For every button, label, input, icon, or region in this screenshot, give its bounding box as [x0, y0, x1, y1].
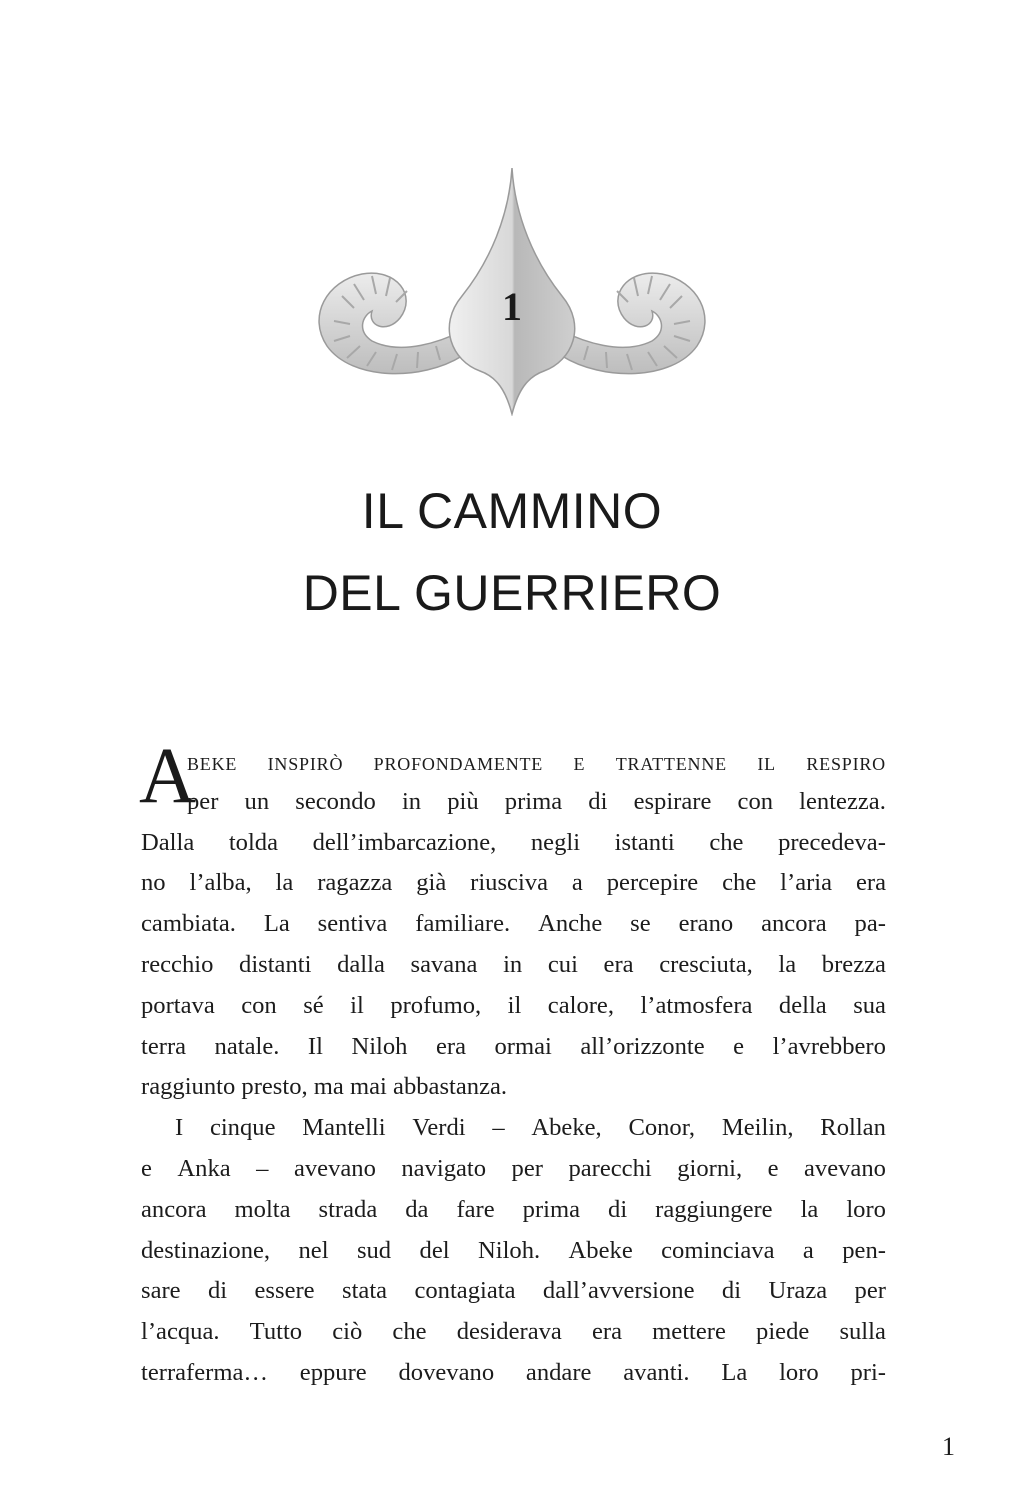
- word: I: [175, 1114, 184, 1142]
- word: essere: [254, 1277, 315, 1305]
- word: un: [244, 787, 270, 815]
- word: la: [778, 950, 797, 978]
- word: natale.: [214, 1032, 280, 1060]
- word: la: [800, 1195, 819, 1223]
- word: l’atmosfera: [640, 991, 753, 1019]
- word: di: [721, 1277, 742, 1305]
- word: espirare: [633, 787, 712, 815]
- word: più: [447, 787, 479, 815]
- word: per: [511, 1154, 543, 1182]
- word: era: [855, 869, 886, 897]
- word: avevano: [293, 1154, 376, 1182]
- word: loro: [846, 1195, 886, 1223]
- word: Dalla: [141, 828, 195, 856]
- smallcaps-word: IL: [757, 754, 776, 774]
- word: a: [571, 869, 583, 897]
- smallcaps-word: BEKE: [187, 754, 238, 774]
- chapter-title: [0, 470, 1024, 634]
- word: pa-: [854, 910, 886, 938]
- word: recchio: [141, 950, 214, 978]
- chapter-title-line-2: DEL GUERRIERO: [302, 565, 722, 621]
- word: l’acqua.: [141, 1318, 220, 1346]
- word: no: [141, 869, 166, 897]
- word: parecchi: [568, 1154, 652, 1182]
- word: che: [722, 869, 757, 897]
- text-line: [141, 863, 886, 904]
- text-line: raggiunto presto, ma mai abbastanza.: [141, 1073, 508, 1101]
- word: cresciuta,: [659, 950, 753, 978]
- word: prima: [522, 1195, 581, 1223]
- word: che: [709, 828, 744, 856]
- word: Anka: [177, 1154, 231, 1182]
- word: precedeva-: [778, 828, 886, 856]
- word: era: [591, 1318, 623, 1346]
- word: –: [256, 1154, 269, 1182]
- word: in: [503, 950, 523, 978]
- page-number: 1: [942, 1432, 955, 1461]
- word: navigato: [401, 1154, 487, 1182]
- word: pen-: [842, 1236, 886, 1264]
- word: Rollan: [820, 1114, 886, 1142]
- smallcaps-word: TRATTENNE: [615, 754, 727, 774]
- word: sé: [303, 991, 324, 1019]
- word: destinazione,: [141, 1236, 271, 1264]
- word: raggiungere: [655, 1195, 773, 1223]
- word: Abeke: [568, 1236, 633, 1264]
- word: il: [507, 991, 522, 1019]
- word: pri-: [850, 1358, 886, 1386]
- word: riusciva: [470, 869, 548, 897]
- word: terraferma…: [141, 1358, 268, 1386]
- word: Anche: [538, 910, 603, 938]
- word: di: [588, 787, 608, 815]
- word: avanti.: [623, 1358, 690, 1386]
- text-line: [141, 1312, 886, 1353]
- word: brezza: [821, 950, 886, 978]
- word: lentezza.: [799, 787, 886, 815]
- word: Niloh: [351, 1032, 408, 1060]
- word: che: [392, 1318, 427, 1346]
- word: da: [405, 1195, 429, 1223]
- word: dall’avversione: [542, 1277, 695, 1305]
- word: La: [263, 910, 290, 938]
- text-line: [141, 904, 886, 945]
- word: sulla: [839, 1318, 886, 1346]
- word: sare: [141, 1277, 181, 1305]
- word: dalla: [337, 950, 385, 978]
- word: nel: [298, 1236, 329, 1264]
- word: loro: [779, 1358, 819, 1386]
- text-line: [141, 1149, 886, 1190]
- word: Il: [307, 1032, 323, 1060]
- word: Tutto: [249, 1318, 303, 1346]
- word: già: [416, 869, 447, 897]
- word: e: [767, 1154, 779, 1182]
- word: con: [241, 991, 277, 1019]
- word: il: [350, 991, 364, 1019]
- word: ancora: [761, 910, 827, 938]
- word: piede: [756, 1318, 810, 1346]
- word: savana: [410, 950, 478, 978]
- word: a: [802, 1236, 814, 1264]
- word: e: [141, 1154, 152, 1182]
- word: stata: [342, 1277, 388, 1305]
- text-line: [141, 782, 886, 823]
- word: eppure: [299, 1358, 367, 1386]
- word: per: [187, 787, 219, 815]
- chapter-number: 1: [502, 284, 522, 329]
- word: secondo: [295, 787, 376, 815]
- word: fare: [456, 1195, 495, 1223]
- word: istanti: [614, 828, 675, 856]
- word: in: [401, 787, 422, 815]
- word: ancora: [141, 1195, 207, 1223]
- word: dell’imbarcazione,: [312, 828, 497, 856]
- word: terra: [141, 1032, 187, 1060]
- word: ragazza: [317, 869, 393, 897]
- word: della: [778, 991, 827, 1019]
- drop-cap: A: [139, 733, 197, 820]
- word: prima: [504, 787, 563, 815]
- word: e: [733, 1032, 745, 1060]
- word: molta: [234, 1195, 291, 1223]
- word: di: [608, 1195, 628, 1223]
- word: cinque: [209, 1114, 276, 1142]
- word: erano: [678, 910, 734, 938]
- word: distanti: [239, 950, 312, 978]
- word: contagiata: [414, 1277, 516, 1305]
- word: familiare.: [415, 910, 511, 938]
- word: l’alba,: [189, 869, 252, 897]
- word: era: [435, 1032, 466, 1060]
- text-line: [141, 945, 886, 986]
- word: del: [419, 1236, 450, 1264]
- word: Conor,: [628, 1114, 696, 1142]
- text-line: [141, 1353, 886, 1394]
- word: Meilin,: [721, 1114, 794, 1142]
- word: calore,: [547, 991, 614, 1019]
- word: profumo,: [390, 991, 482, 1019]
- word: Verdi: [412, 1114, 466, 1142]
- text-line: [141, 986, 886, 1027]
- word: l’avrebbero: [772, 1032, 886, 1060]
- word: andare: [525, 1358, 592, 1386]
- word: La: [721, 1358, 748, 1386]
- word: ciò: [332, 1318, 363, 1346]
- smallcaps-word: E: [573, 754, 586, 774]
- smallcaps-word: PROFONDAMENTE: [373, 754, 544, 774]
- smallcaps-word: RESPIRO: [806, 754, 886, 774]
- word: Abeke,: [531, 1114, 602, 1142]
- word: desiderava: [456, 1318, 562, 1346]
- word: all’orizzonte: [580, 1032, 705, 1060]
- word: ormai: [494, 1032, 552, 1060]
- word: tolda: [228, 828, 279, 856]
- word: l’aria: [780, 869, 833, 897]
- word: giorni,: [677, 1154, 743, 1182]
- word: Uraza: [768, 1277, 828, 1305]
- opening-smallcaps: [187, 744, 886, 785]
- text-line: [141, 1027, 886, 1068]
- word: avevano: [804, 1154, 886, 1182]
- word: percepire: [606, 869, 699, 897]
- word: se: [630, 910, 651, 938]
- word: di: [207, 1277, 228, 1305]
- text-line: [141, 1271, 886, 1312]
- text-line: [141, 823, 886, 864]
- word: sua: [853, 991, 886, 1019]
- word: Mantelli: [302, 1114, 386, 1142]
- word: portava: [141, 991, 215, 1019]
- word: dovevano: [398, 1358, 495, 1386]
- word: cui: [547, 950, 578, 978]
- chapter-body: [139, 733, 886, 1394]
- word: mettere: [652, 1318, 726, 1346]
- word: Niloh.: [477, 1236, 541, 1264]
- word: negli: [530, 828, 581, 856]
- word: sentiva: [317, 910, 388, 938]
- word: con: [737, 787, 774, 815]
- text-line: [141, 1108, 886, 1149]
- chapter-title-line-1: IL CAMMINO: [361, 483, 663, 539]
- word: cambiata.: [141, 910, 236, 938]
- word: per: [854, 1277, 886, 1305]
- word: strada: [318, 1195, 378, 1223]
- word: la: [275, 869, 294, 897]
- word: sud: [356, 1236, 392, 1264]
- text-line: [141, 1190, 886, 1231]
- word: era: [603, 950, 634, 978]
- word: –: [492, 1114, 505, 1142]
- smallcaps-word: INSPIRÒ: [267, 754, 344, 774]
- word: cominciava: [661, 1236, 775, 1264]
- text-line: [141, 1231, 886, 1272]
